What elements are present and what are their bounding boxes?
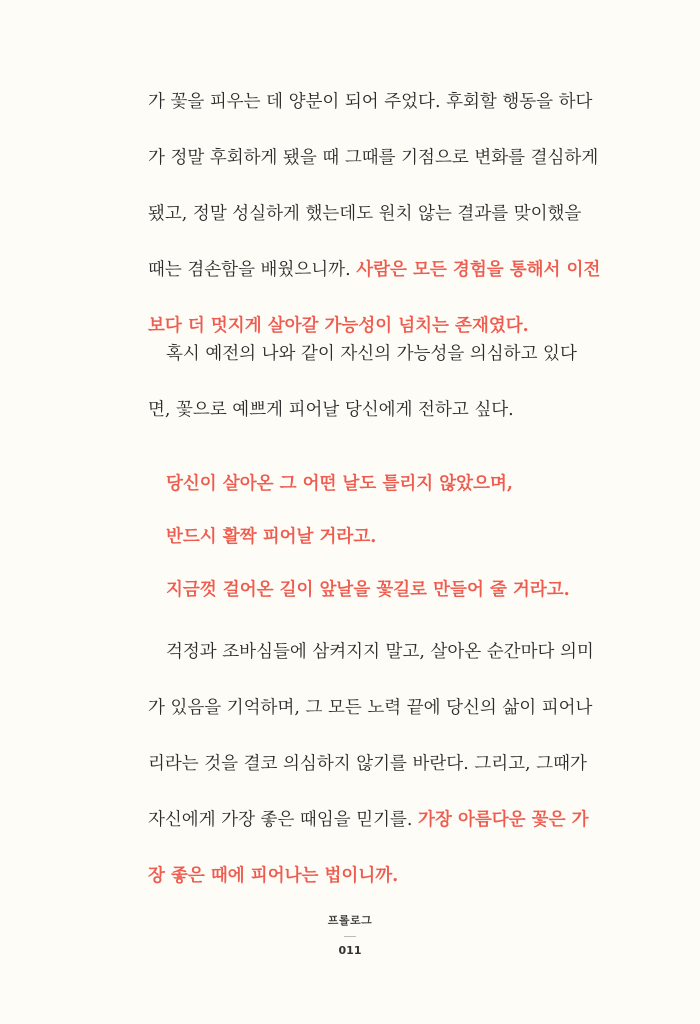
paragraph-2-line-2: 면, 꽃으로 예쁘게 피어날 당신에게 전하고 싶다. xyxy=(148,400,514,420)
paragraph-1-line-4-highlight: 사람은 모든 경험을 통해서 이전 xyxy=(356,260,601,280)
paragraph-2-line-1: 혹시 예전의 나와 같이 자신의 가능성을 의심하고 있다 xyxy=(166,344,577,364)
paragraph-3-line-5-highlight: 장 좋은 때에 피어나는 법이니까. xyxy=(148,866,399,886)
paragraph-3-line-4-highlight: 가장 아름다운 꽃은 가 xyxy=(418,810,589,830)
page-number: 011 xyxy=(338,944,362,957)
quote-line-2: 반드시 활짝 피어날 거라고. xyxy=(166,527,377,547)
paragraph-3-line-1: 걱정과 조바심들에 삼켜지지 말고, 살아온 순간마다 의미 xyxy=(166,642,594,662)
paragraph-3-line-4 xyxy=(148,792,618,848)
running-footer-section-title: 프롤로그 xyxy=(327,914,373,927)
paragraph-2 xyxy=(148,326,618,438)
paragraph-1 xyxy=(148,74,618,354)
paragraph-1-line-2: 가 정말 후회하게 됐을 때 그때를 기점으로 변화를 결심하게 xyxy=(148,148,599,168)
paragraph-1-line-4 xyxy=(148,242,618,298)
paragraph-1-line-5-highlight: 보다 더 멋지게 살아갈 가능성이 넘치는 존재였다. xyxy=(148,316,529,336)
book-page xyxy=(148,0,618,1024)
paragraph-1-line-1: 가 꽃을 피우는 데 양분이 되어 주었다. 후회할 행동을 하다 xyxy=(148,92,593,112)
paragraph-3-line-4-text: 자신에게 가장 좋은 때임을 믿기를. xyxy=(148,810,419,830)
paragraph-1-line-3: 됐고, 정말 성실하게 했는데도 원치 않는 결과를 맞이했을 xyxy=(148,204,582,224)
paragraph-3-line-2: 가 있음을 기억하며, 그 모든 노력 끝에 당신의 삶이 피어나 xyxy=(148,698,593,718)
paragraph-3-line-3: 리라는 것을 결코 의심하지 않기를 바란다. 그리고, 그때가 xyxy=(148,754,587,774)
quote-line-3: 지금껏 걸어온 길이 앞날을 꽃길로 만들어 줄 거라고. xyxy=(166,580,570,600)
paragraph-3 xyxy=(148,624,618,904)
footer-divider xyxy=(344,936,356,937)
paragraph-1-line-4-text: 때는 겸손함을 배웠으니까. xyxy=(148,260,357,280)
highlighted-quote xyxy=(166,458,570,617)
quote-line-1: 당신이 살아온 그 어떤 날도 틀리지 않았으며, xyxy=(166,474,513,494)
